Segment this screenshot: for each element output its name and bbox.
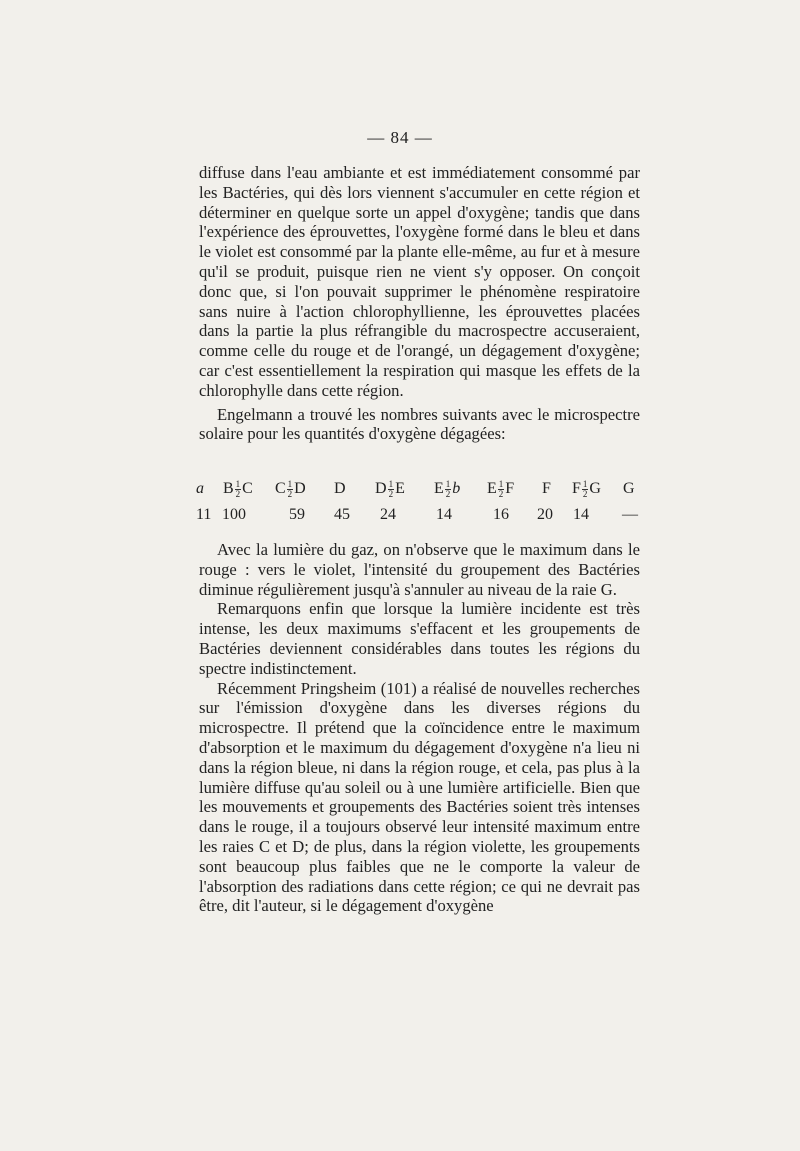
fraction: $\frac{1}{2}$	[235, 479, 241, 499]
spectrum-header-cell	[196, 480, 204, 498]
spectrum-header-cell	[542, 480, 551, 498]
spectrum-header-label: G	[623, 480, 635, 497]
fraction: $\frac{1}{2}$	[582, 479, 588, 499]
spectrum-table	[196, 480, 644, 532]
spectrum-value-cell: 11	[196, 506, 212, 523]
spectrum-value-cell: 14	[436, 506, 452, 523]
spectrum-value-cell: 24	[380, 506, 396, 523]
paragraph: Remarquons enfin que lorsque la lumière incidente est très intense, les deux maximums s'effacent et les groupements de Bactéries deviennent considérables dans toutes les régions du spectre indistinctement.	[199, 599, 640, 678]
fraction: $\frac{1}{2}$	[388, 479, 394, 499]
spectrum-header-cell	[623, 480, 635, 498]
spectrum-value-row	[196, 506, 644, 532]
spectrum-header-label: a	[196, 480, 204, 497]
spectrum-header-row	[196, 480, 644, 506]
spectrum-value-cell: 45	[334, 506, 350, 523]
spectrum-header-cell	[223, 480, 253, 499]
spectrum-header-label: G	[589, 480, 601, 498]
spectrum-header-label: E	[434, 480, 444, 498]
spectrum-header-label: F	[505, 480, 515, 498]
spectrum-value-cell: 16	[493, 506, 509, 523]
paragraph: Avec la lumière du gaz, on n'observe que le maximum dans le rouge : vers le violet, l'intensité du groupement des Bactéries diminue régulièrement jusqu'à s'annuler au niveau de la raie G.	[199, 540, 640, 599]
spectrum-header-label: D	[375, 480, 387, 498]
spectrum-header-label: D	[294, 480, 306, 498]
fraction: $\frac{1}{2}$	[287, 479, 293, 499]
spectrum-header-label: C	[242, 480, 253, 498]
spectrum-header-label: F	[572, 480, 581, 498]
paragraph: diffuse dans l'eau ambiante et est immédiatement consommé par les Bactéries, qui dès lors viennent s'accumuler en cette région et déterminer en quelque sorte un appel d'oxygène; tandis que dans l'expérience des éprouvettes, l'oxygène formé dans le bleu et dans le violet est consommé par la plante elle-même, au fur et à mesure qu'il se produit, puisque rien ne vient s'y opposer. On conçoit donc que, si l'on pouvait supprimer le phénomène respiratoire sans nuire à l'action chlorophyllienne, les éprouvettes placées dans la partie la plus réfrangible du macrospectre accuseraient, comme celle du rouge et de l'orangé, un dégagement d'oxygène; car c'est essentiellement la respiration qui masque les effets de la chlorophylle dans cette région.	[199, 163, 640, 400]
spectrum-header-cell	[434, 480, 460, 499]
spectrum-value-cell: 20	[537, 506, 553, 523]
fraction: $\frac{1}{2}$	[445, 479, 451, 499]
spectrum-header-label: F	[542, 480, 551, 497]
spectrum-value-cell: 59	[289, 506, 305, 523]
spectrum-header-label: C	[275, 480, 286, 498]
spectrum-header-label: D	[334, 480, 346, 497]
spectrum-header-label: B	[223, 480, 234, 498]
spectrum-header-label: E	[487, 480, 497, 498]
spectrum-value-cell: —	[622, 506, 638, 523]
text-before-table	[199, 163, 640, 444]
spectrum-value-cell: 100	[222, 506, 246, 523]
spectrum-value-cell: 14	[573, 506, 589, 523]
spectrum-header-cell	[375, 480, 405, 499]
fraction: $\frac{1}{2}$	[498, 479, 504, 499]
paragraph: Récemment Pringsheim (101) a réalisé de nouvelles recherches sur l'émission d'oxygène dans les diverses régions du microspectre. Il prétend que la coïncidence entre le maximum d'absorption et le maximum du dégagement d'oxygène n'a lieu ni dans la région bleue, ni dans la région rouge, et cela, pas plus à la lumière diffuse qu'au soleil ou à une lumière artificielle. Bien que les mouvements et groupements des Bactéries soient très intenses dans le rouge, il a toujours observé leur intensité maximum entre les raies C et D; de plus, dans la région violette, les groupements sont beaucoup plus faibles que ne le comporte la valeur de l'absorption des radiations dans cette région; ce qui ne devrait pas être, dit l'auteur, si le dégagement d'oxygène	[199, 678, 640, 916]
paragraph: Engelmann a trouvé les nombres suivants avec le microspectre solaire pour les quantités d'oxygène dégagées:	[199, 404, 640, 444]
spectrum-header-cell	[572, 480, 601, 499]
page-number: — 84 —	[367, 128, 433, 147]
spectrum-header-cell	[334, 480, 346, 498]
spectrum-header-label: b	[452, 480, 461, 498]
spectrum-header-cell	[487, 480, 514, 499]
spectrum-header-cell	[275, 480, 306, 499]
text-after-table	[199, 540, 640, 916]
spectrum-header-label: E	[395, 480, 405, 498]
